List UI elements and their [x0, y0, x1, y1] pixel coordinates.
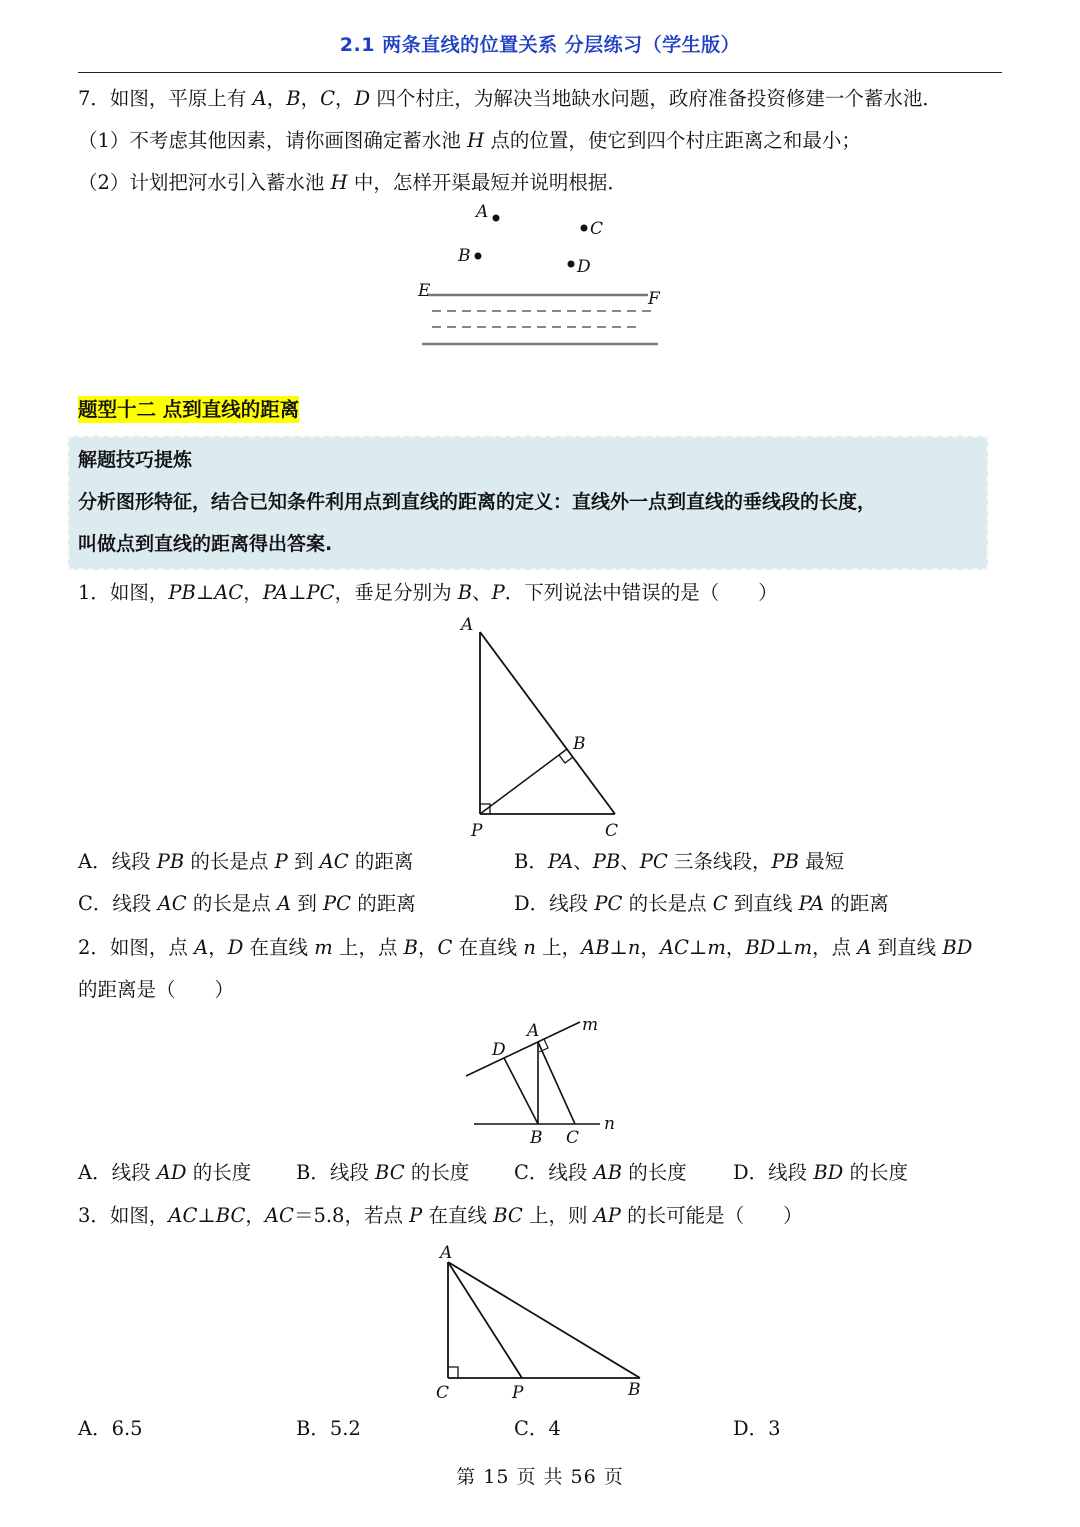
segment-pb [480, 749, 567, 814]
label-f: F [648, 289, 660, 309]
tip-title: 解题技巧提炼 [78, 449, 193, 471]
right-angle-b [559, 755, 573, 763]
q7-part2: （2）计划把河水引入蓄水池 H 中，怎样开渠最短并说明根据． [78, 171, 627, 194]
label-c: C [605, 821, 619, 841]
q2-option-c: C．线段 AB 的长度 [514, 1161, 687, 1184]
label-a: A [527, 1021, 540, 1041]
q2-option-b: B．线段 BC 的长度 [296, 1161, 470, 1184]
q1-option-b: B．PA、PB、PC 三条线段，PB 最短 [514, 850, 845, 873]
segment-ab [448, 1262, 640, 1378]
q3-figure [430, 1240, 660, 1405]
q7-part1: （1）不考虑其他因素，请你画图确定蓄水池 H 点的位置，使它到四个村庄距离之和最小； [78, 129, 861, 152]
label-c: C [590, 219, 604, 239]
segment-ac [538, 1042, 575, 1124]
q1-option-a: A．线段 PB 的长是点 P 到 AC 的距离 [78, 850, 414, 873]
q2-option-a: A．线段 AD 的长度 [78, 1161, 252, 1184]
page-header-title: 2.1 两条直线的位置关系 分层练习（学生版） [339, 34, 741, 56]
header-divider [78, 72, 1002, 73]
label-d: D [492, 1040, 506, 1060]
q2-figure [460, 1012, 630, 1152]
point-b [475, 253, 482, 260]
label-b: B [628, 1380, 641, 1400]
label-c: C [566, 1128, 580, 1148]
point-a [493, 215, 500, 222]
segment-ap [448, 1262, 522, 1378]
q7-stem: 7．如图，平原上有 A，B，C，D 四个村庄，为解决当地缺水问题，政府准备投资修建一个蓄水池． [78, 87, 942, 110]
q2-option-d: D．线段 BD 的长度 [733, 1161, 909, 1184]
segment-bd [504, 1058, 538, 1124]
label-p: P [471, 821, 483, 841]
label-p: P [512, 1383, 524, 1403]
right-angle-c [448, 1367, 458, 1378]
q3-stem: 3．如图，AC⊥BC，AC＝5.8，若点 P 在直线 BC 上，则 AP 的长可能是（ ） [78, 1204, 803, 1227]
q1-figure [455, 612, 635, 842]
section-heading: 题型十二 点到直线的距离 [78, 398, 300, 421]
label-a: A [476, 202, 489, 222]
label-a: A [440, 1243, 453, 1263]
label-b: B [458, 246, 471, 266]
point-d [568, 261, 575, 268]
label-a: A [461, 615, 474, 635]
q1-option-d: D．线段 PC 的长是点 C 到直线 PA 的距离 [514, 892, 889, 915]
tip-line-2: 叫做点到直线的距离得出答案. [78, 533, 333, 555]
label-c: C [436, 1383, 450, 1403]
q2-stem: 2．如图，点 A，D 在直线 m 上，点 B，C 在直线 n 上，AB⊥n，AC⊥m，BD⊥m，点 A 到直线 BD [78, 936, 973, 959]
label-d: D [577, 257, 591, 277]
point-c [581, 225, 588, 232]
label-b: B [530, 1128, 543, 1148]
label-m: m [582, 1015, 599, 1035]
q3-option-d: D．3 [733, 1417, 781, 1440]
q1-option-c: C．线段 AC 的长是点 A 到 PC 的距离 [78, 892, 416, 915]
q3-option-c: C．4 [514, 1417, 561, 1440]
label-n: n [604, 1114, 615, 1134]
q7-figure [410, 198, 680, 353]
line-m [466, 1022, 580, 1076]
page-number-footer: 第 15 页 共 56 页 [456, 1466, 624, 1488]
q3-option-b: B．5.2 [296, 1417, 361, 1440]
tip-line-1: 分析图形特征，结合已知条件利用点到直线的距离的定义：直线外一点到直线的垂线段的长度， [78, 491, 877, 513]
segment-ac [480, 632, 615, 814]
label-e: E [418, 281, 431, 301]
q1-stem: 1．如图，PB⊥AC，PA⊥PC，垂足分别为 B、P．下列说法中错误的是（ ） [78, 581, 778, 604]
label-b: B [573, 734, 586, 754]
q3-option-a: A．6.5 [78, 1417, 143, 1440]
q2-stem-line2: 的距离是（ ） [78, 978, 235, 1001]
